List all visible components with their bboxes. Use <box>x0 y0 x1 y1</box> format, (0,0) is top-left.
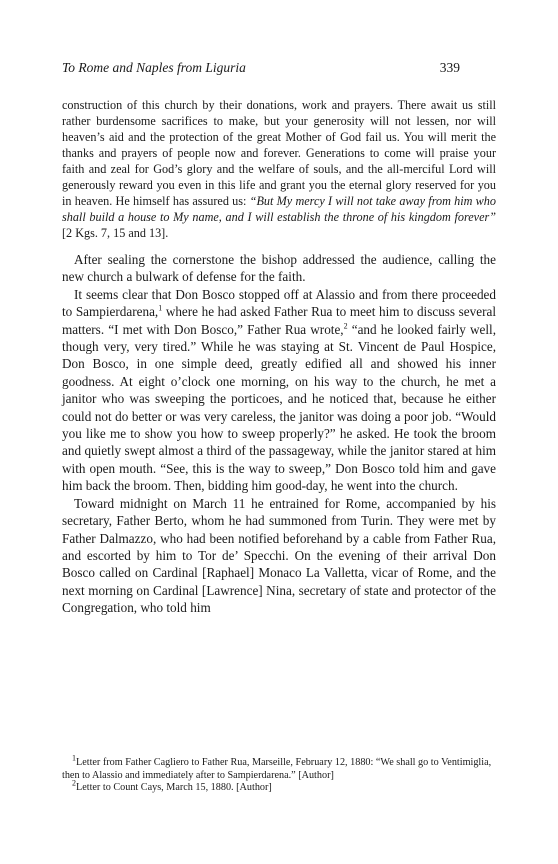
paragraph-rome-journey: Toward midnight on March 11 he entrained for Rome, accompanied by his secretary, Father Berto, whom he had summoned from Turin. They were met by Father Dalmazzo, who had been notified beforehand by a cable from Father Rua, and escorted by him to Tor de’ Specchi. On the evening of their arrival Don Bosco called on Cardinal [Raphael] Monaco La Valletta, vicar of Rome, and the next morning on Cardinal [Lawrence] Nina, secretary of state and protector of the Congregation, who told him <box>62 495 496 616</box>
footnote-ref-1[interactable]: 1 <box>158 303 163 313</box>
footnote-1 <box>62 753 502 782</box>
footnote-marker: 2 <box>72 778 76 788</box>
footnote-text: Letter to Count Cays, March 15, 1880. [Author] <box>76 782 272 794</box>
footnote-2 <box>62 778 502 795</box>
page-body <box>62 97 496 617</box>
footnote-marker: 1 <box>72 753 76 763</box>
letter-text: construction of this church by their donations, work and prayers. There await us still rather burdensome sacrifices to make, but your generosity will not lessen, nor will heaven’s aid and the protection of the great Mother of God fail us. You will merit the thanks and prayers of people now and forever. Generations to come will praise your faith and zeal for God’s glory and the welfare of souls, and the all-merciful Lord will generously reward you even in this life and grant you the eternal glory reserved for you in heaven. He himself has assured us: <box>62 98 496 208</box>
block-quote-letter <box>62 97 496 241</box>
footnotes <box>62 753 502 795</box>
footnote-ref-2[interactable]: 2 <box>343 321 348 331</box>
paragraph-text: where he had asked Father Rua to meet him to discuss several matters. “I met with Don Bosco,” Father Rua wrote, <box>62 304 496 337</box>
paragraph-text: “and he looked fairly well, though very, very tired.” While he was staying at St. Vincent de Paul Hospice, Don Bosco, in one simple deed, greatly edified all and showed his inner goodness. At eight o’clock one morning, on his way to the church, he met a janitor who was sweeping the porticoes, and he noticed that, because he either could not do better or was very careless, the janitor was doing a poor job. “Would you like me to show you how to sweep properly?” he asked. He took the broom and quietly swept almost a third of the passageway, while the janitor stared at him with open mouth. “See, this is the way to sweep,” Don Bosco told him and gave him back the broom. Then, bidding him good-day, he went into the church. <box>62 321 496 494</box>
scripture-quote: “But My mercy I will not take away from him who shall build a house to My name, and I will establish the throne of his kingdom forever” <box>62 194 496 224</box>
page-header <box>62 60 496 82</box>
paragraph-text: It seems clear that Don Bosco stopped off at Alassio and from there proceeded to Sampierdarena, <box>62 286 496 320</box>
paragraph-cornerstone: After sealing the cornerstone the bishop addressed the audience, calling the new church a bulwark of defense for the faith. <box>62 252 496 285</box>
running-title: To Rome and Naples from Liguria <box>62 60 246 75</box>
scripture-citation: [2 Kgs. 7, 15 and 13]. <box>62 226 169 240</box>
page-number: 339 <box>439 60 460 75</box>
footnote-text: Letter from Father Cagliero to Father Rua, Marseille, February 12, 1880: “We shall go to Ventimiglia, then to Alassio and immediately after to Sampierdarena.” [Author] <box>62 757 492 781</box>
paragraph-sampierdarena <box>62 286 496 495</box>
